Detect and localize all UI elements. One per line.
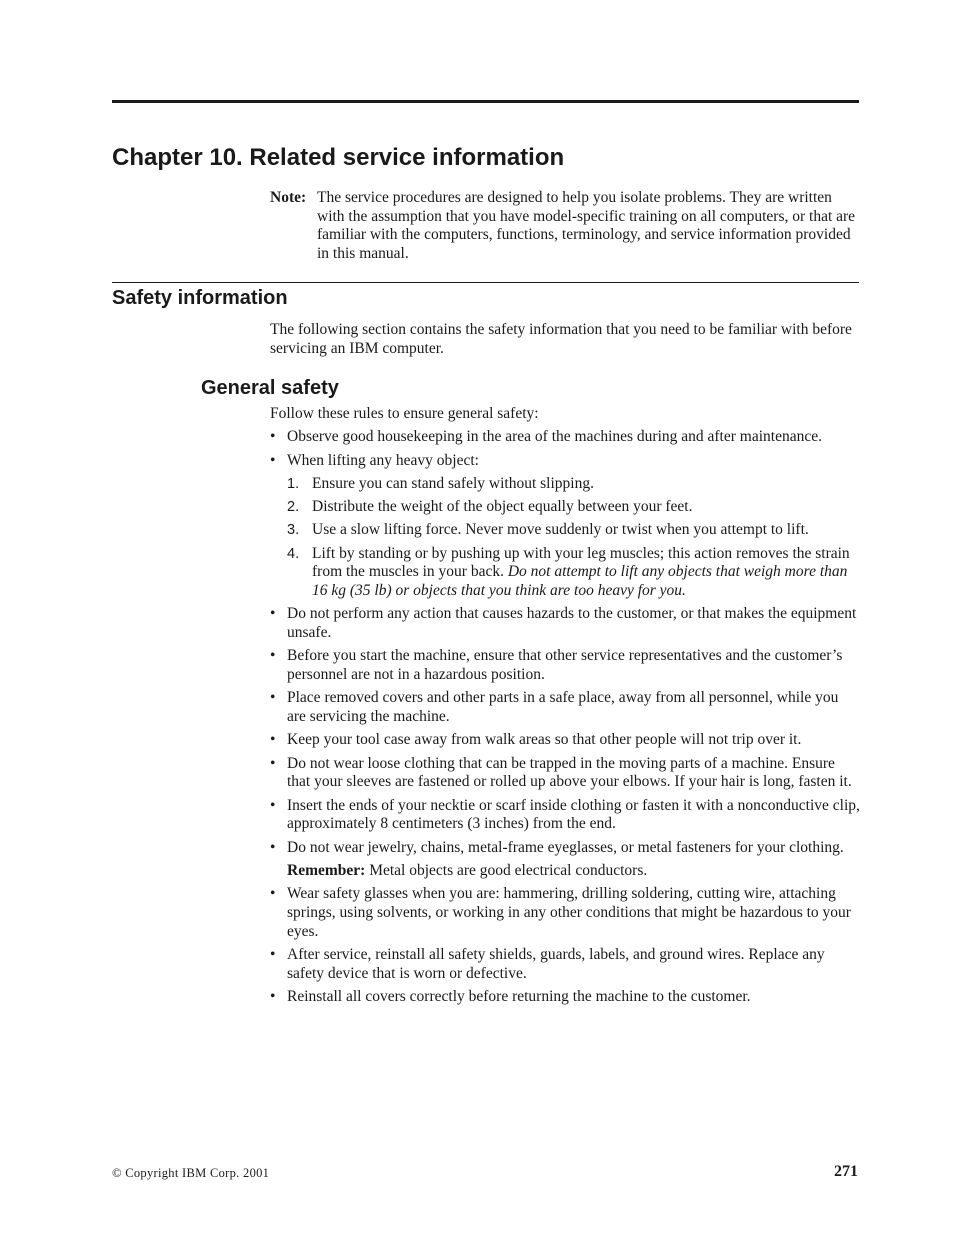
- general-safety-lead: Follow these rules to ensure general safety:: [270, 405, 539, 422]
- list-item-text: Do not wear loose clothing that can be trapped in the moving parts of a machine. Ensure that your sleeves are fastened or rolled up above your elbows. If your hair is long, fasten it.: [287, 754, 852, 791]
- bullet-mark: •: [270, 428, 276, 446]
- step-item: [287, 475, 860, 494]
- list-item: [270, 946, 860, 983]
- note-label: Note:: [270, 189, 307, 206]
- bullet-mark: •: [270, 946, 276, 964]
- step-number: 1.: [287, 475, 300, 492]
- chapter-top-rule: [112, 100, 859, 103]
- list-item: [270, 839, 860, 881]
- step-number: 4.: [287, 545, 300, 562]
- list-item: [270, 452, 860, 601]
- safety-rules-list: [270, 428, 860, 1006]
- list-item: [270, 988, 860, 1007]
- list-item-text: When lifting any heavy object:: [287, 451, 479, 469]
- general-safety-content: [270, 405, 860, 1011]
- list-item: [270, 428, 860, 447]
- lifting-steps-list: [287, 475, 860, 601]
- list-item-text: Before you start the machine, ensure that other service representatives and the customer’s personnel are not in a hazardous position.: [287, 647, 843, 684]
- list-item-text: Observe good housekeeping in the area of the machines during and after maintenance.: [287, 428, 822, 446]
- page-number: 271: [834, 1163, 858, 1180]
- list-item-text: Keep your tool case away from walk areas so that other people will not trip over it.: [287, 731, 802, 749]
- copyright-notice: © Copyright IBM Corp. 2001: [112, 1166, 270, 1180]
- list-item-text: After service, reinstall all safety shields, guards, labels, and ground wires. Replace any safety device that is worn or defective.: [287, 946, 825, 982]
- step-item: [287, 521, 860, 540]
- step-text: Lift by standing or by pushing up with your leg muscles; this action removes the strain from the muscles in your back.: [312, 544, 850, 581]
- remember-text: Metal objects are good electrical conductors.: [369, 862, 648, 880]
- list-item: [270, 885, 860, 941]
- bullet-mark: •: [270, 689, 276, 707]
- bullet-mark: •: [270, 731, 276, 749]
- list-item-text: Do not wear jewelry, chains, metal-frame eyeglasses, or metal fasteners for your clothing.: [287, 838, 844, 856]
- chapter-title: Chapter 10. Related service information: [112, 144, 565, 171]
- step-text: Use a slow lifting force. Never move suddenly or twist when you attempt to lift.: [312, 521, 809, 539]
- bullet-mark: •: [270, 647, 276, 665]
- bullet-mark: •: [270, 754, 276, 772]
- bullet-mark: •: [270, 988, 276, 1006]
- list-item-text: Do not perform any action that causes hazards to the customer, or that makes the equipment unsafe.: [287, 605, 857, 642]
- step-emphasis: Do not attempt to lift any objects that weigh more than 16 kg (35 lb) or objects that you think are too heavy for you.: [312, 563, 848, 600]
- bullet-mark: •: [270, 838, 276, 856]
- remember-note: [287, 862, 860, 881]
- bullet-mark: •: [270, 605, 276, 623]
- bullet-mark: •: [270, 796, 276, 814]
- bullet-mark: •: [270, 451, 276, 469]
- list-item: [270, 605, 860, 642]
- step-item: [287, 545, 860, 601]
- list-item-text: Place removed covers and other parts in a safe place, away from all personnel, while you are servicing the machine.: [287, 689, 839, 726]
- safety-intro: The following section contains the safety information that you need to be familiar with before servicing an IBM computer.: [270, 321, 852, 357]
- bullet-mark: •: [270, 885, 276, 903]
- step-item: [287, 498, 860, 517]
- list-item: [270, 731, 860, 750]
- list-item-text: Reinstall all covers correctly before returning the machine to the customer.: [287, 988, 751, 1006]
- section-rule: [112, 282, 859, 283]
- step-text: Ensure you can stand safely without slipping.: [312, 474, 594, 492]
- safety-information-heading: Safety information: [112, 287, 288, 309]
- list-item: [270, 755, 860, 792]
- list-item-text: Insert the ends of your necktie or scarf inside clothing or fasten it with a nonconductive clip, approximately 8 centimeters (3 inches) from the end.: [287, 796, 860, 833]
- step-text: Distribute the weight of the object equally between your feet.: [312, 498, 693, 516]
- list-item: [270, 689, 860, 726]
- list-item: [270, 647, 860, 684]
- list-item-text: Wear safety glasses when you are: hammering, drilling soldering, cutting wire, attaching springs, using solvents, or working in any other conditions that might be hazardous to your eyes.: [287, 885, 851, 940]
- general-safety-heading: General safety: [201, 377, 339, 399]
- note-text: The service procedures are designed to help you isolate problems. They are written with the assumption that you have model-specific training on all computers, or that are familiar with the computers, functions, terminology, and service information provided in this manual.: [317, 189, 856, 263]
- step-number: 3.: [287, 522, 300, 539]
- remember-label: Remember:: [287, 862, 366, 880]
- list-item: [270, 797, 860, 834]
- step-number: 2.: [287, 499, 300, 516]
